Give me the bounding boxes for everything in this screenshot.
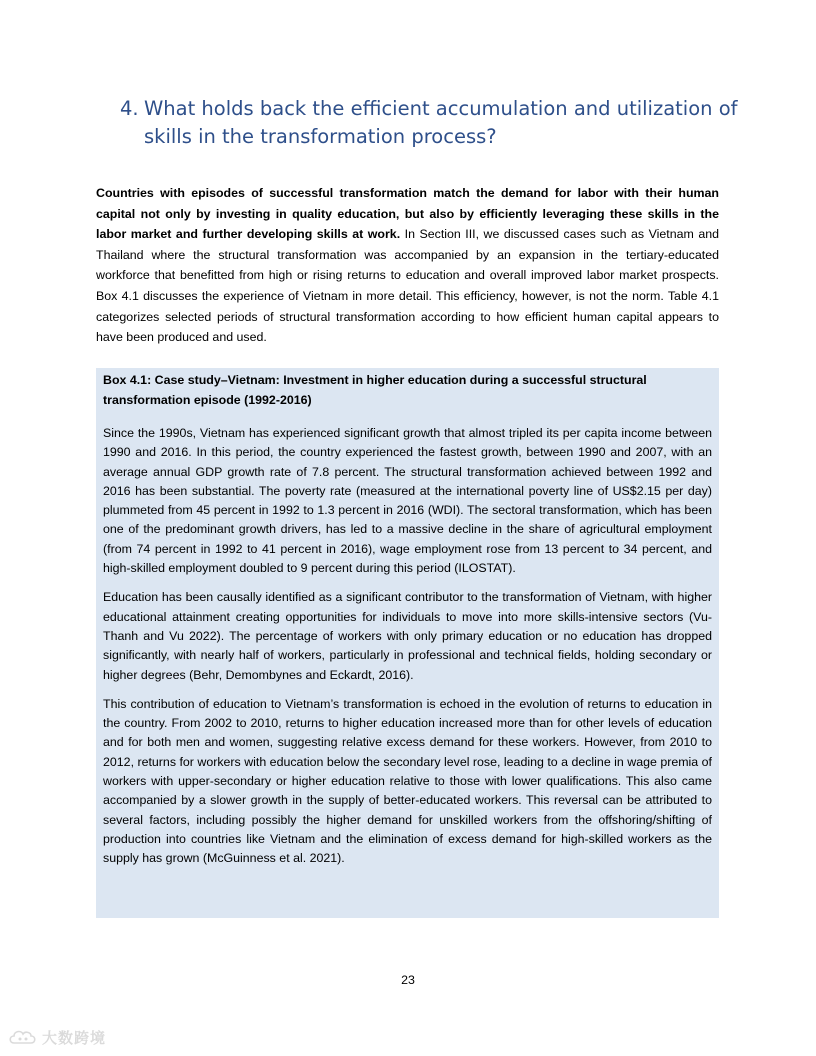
section-number: 4. [120,97,139,120]
box-paragraph: This contribution of education to Vietnam’s transformation is echoed in the evolution of returns to education in the country. From 2002 to 2010, returns to higher education increased more than for other levels of education and for both men and women, suggesting relative excess demand for these workers. However, from 2010 to 2012, returns for workers with education below the secondary level rose, leading to a decline in wage premia of workers with upper-secondary or higher education relative to those with lower qualifications. This also came accompanied by a slower growth in the supply of better-educated workers. This reversal can be attributed to several factors, including possibly the higher demand for unskilled workers from the offshoring/shifting of production into countries like Vietnam and the elimination of excess demand for high-skilled workers as the supply has grown (McGuinness et al. 2021). [103,696,712,866]
section-heading [120,95,740,151]
intro-bold-text: Countries with episodes of successful transformation match the demand for labor with their human capital not only by investing in quality education, but also by efficiently leveraging these skills in the labor market and further developing skills at work. [96,186,719,242]
watermark-text: 大数跨境 [42,1028,107,1047]
cloud-logo-icon [8,1028,38,1046]
case-study-box [96,368,719,918]
section-title: What holds back the efficient accumulation and utilization of skills in the transformation process? [144,97,738,148]
intro-text: In Section III, we discussed cases such as Vietnam and Thailand where the structural transformation was accompanied by an expansion in the tertiary-educated workforce that benefitted from high or rising returns to education and overall improved labor market prospects. Box 4.1 discusses the experience of Vietnam in more detail. This efficiency, however, is not the norm. Table 4.1 categorizes selected periods of structural transformation according to how efficient human capital appears to have been produced and used. [96,227,719,345]
page-number: 23 [401,973,415,987]
intro-paragraph [96,183,719,348]
box-paragraph: Education has been causally identified as a significant contributor to the transformation of Vietnam, with higher educational attainment creating opportunities for individuals to move into more skills-intensive sectors (Vu-Thanh and Vu 2022). The percentage of workers with only primary education or no education has dropped significantly, with nearly half of workers, particularly in professional and technical fields, holding secondary or higher degrees (Behr, Demombynes and Eckardt, 2016). [103,590,712,682]
watermark [8,1027,106,1047]
box-paragraph: Since the 1990s, Vietnam has experienced significant growth that almost tripled its per capita income between 1990 and 2016. In this period, the country experienced the fastest growth, between 1990 and 2007, with an average annual GDP growth rate of 7.8 percent. The structural transformation achieved between 1992 and 2016 has been substantial. The poverty rate (measured at the international poverty line of US$2.15 per day) plummeted from 45 percent in 1992 to 1.3 percent in 2016 (WDI). The sectoral transformation, which has been one of the predominant growth drivers, has led to a massive decline in the share of agricultural employment (from 74 percent in 1992 to 41 percent in 2016), wage employment rose from 13 percent to 34 percent, and high-skilled employment doubled to 9 percent during this period (ILOSTAT). [103,426,712,576]
box-title: Box 4.1: Case study–Vietnam: Investment in higher education during a successful structural transformation episode (1992-2016) [103,373,647,407]
